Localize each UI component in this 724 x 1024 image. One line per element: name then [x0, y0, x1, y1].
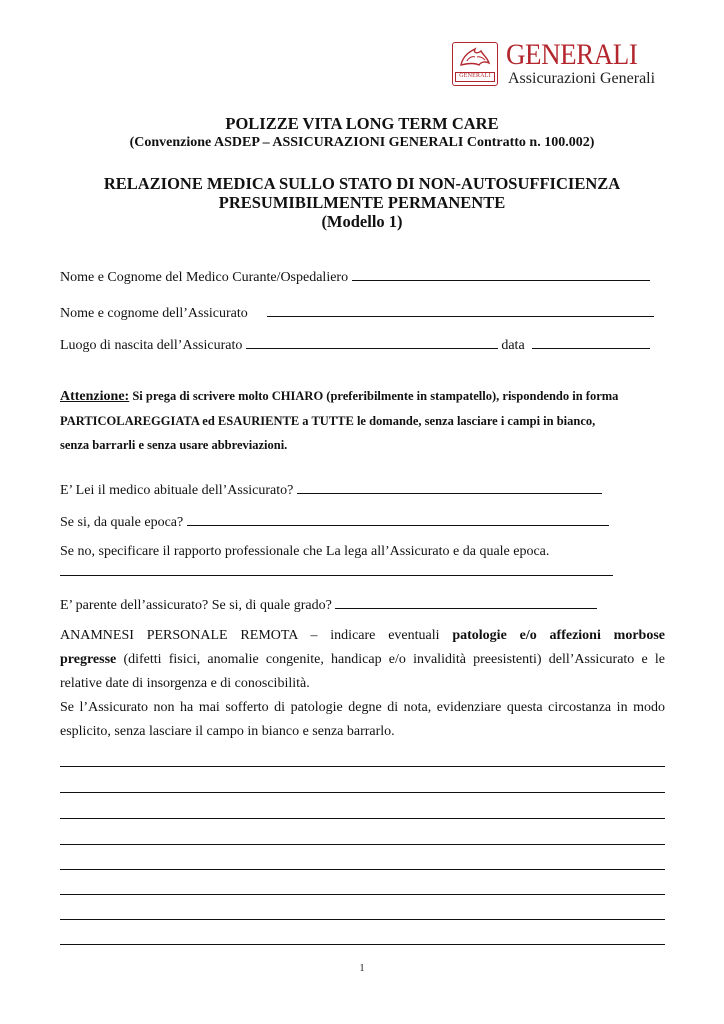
- doctor-name-row: [60, 266, 650, 286]
- anamnesis-line-2: [60, 648, 665, 672]
- anamnesis-lead: ANAMNESI PERSONALE REMOTA – indicare eventuali: [60, 628, 440, 643]
- attention-label: Attenzione:: [60, 389, 130, 404]
- birthplace-field[interactable]: [246, 334, 498, 349]
- question-2: Se si, da quale epoca?: [60, 515, 184, 530]
- answer-line[interactable]: [60, 818, 665, 819]
- answer-line[interactable]: [60, 766, 665, 767]
- birthplace-label: Luogo di nascita dell’Assicurato: [60, 338, 243, 353]
- attention-text-2: PARTICOLAREGGIATA ed ESAURIENTE a TUTTE le domande, senza lasciare i campi in bianco,: [60, 414, 596, 428]
- doctor-name-label: Nome e Cognome del Medico Curante/Ospedaliero: [60, 270, 349, 285]
- question-1-field[interactable]: [297, 479, 602, 494]
- emblem-label: GENERALI: [455, 72, 495, 82]
- anamnesis-bold-1: patologie e/o affezioni morbose: [452, 628, 665, 643]
- model-label: (Modello 1): [321, 212, 403, 231]
- lion-emblem: [452, 42, 498, 86]
- date-field[interactable]: [532, 334, 650, 349]
- report-title-line-2: PRESUMIBILMENTE PERMANENTE: [218, 193, 506, 212]
- report-title: [0, 174, 724, 231]
- insured-name-field[interactable]: [267, 302, 654, 317]
- answer-line[interactable]: [60, 894, 665, 895]
- document-title: POLIZZE VITA LONG TERM CARE: [225, 114, 499, 133]
- question-4-field[interactable]: [335, 594, 597, 609]
- anamnesis-line-1: [60, 624, 665, 648]
- brand-name: GENERALI: [506, 38, 638, 71]
- anamnesis-rest-2: relative date di insorgenza e di conoscibilità.: [60, 676, 310, 691]
- question-4-row: [60, 594, 597, 614]
- answer-line[interactable]: [60, 919, 665, 920]
- attention-text-1: Si prega di scrivere molto CHIARO (preferibilmente in stampatello), rispondendo in forma: [132, 389, 619, 403]
- question-1-row: [60, 479, 602, 499]
- question-3: Se no, specificare il rapporto professionale che La lega all’Assicurato e da quale epoca.: [60, 544, 550, 559]
- question-2-field[interactable]: [187, 511, 609, 526]
- generali-logo: [452, 38, 662, 90]
- insured-name-label: Nome e cognome dell’Assicurato: [60, 306, 248, 321]
- birthplace-row: [60, 334, 650, 354]
- attention-notice: [60, 384, 665, 457]
- attention-text-3: senza barrarli e senza usare abbreviazioni.: [60, 438, 288, 452]
- answer-line[interactable]: [60, 792, 665, 793]
- question-2-row: [60, 511, 609, 531]
- answer-line[interactable]: [60, 944, 665, 945]
- question-3-field[interactable]: [60, 575, 613, 576]
- winged-lion-icon: [457, 45, 493, 73]
- document-subtitle: (Convenzione ASDEP – ASSICURAZIONI GENERALI Contratto n. 100.002): [129, 135, 595, 150]
- answer-line[interactable]: [60, 844, 665, 845]
- insured-name-row: [60, 302, 654, 322]
- brand-subtitle: Assicurazioni Generali: [508, 70, 656, 87]
- answer-line[interactable]: [60, 869, 665, 870]
- anamnesis-note-2: esplicito, senza lasciare il campo in bianco e senza barrarlo.: [60, 724, 395, 739]
- anamnesis-section: [60, 624, 665, 744]
- report-title-line-1: RELAZIONE MEDICA SULLO STATO DI NON-AUTOSUFFICIENZA: [103, 174, 621, 193]
- anamnesis-bold-2: pregresse: [60, 652, 117, 667]
- anamnesis-note-1: Se l’Assicurato non ha mai sofferto di patologie degne di nota, evidenziare questa circostanza in modo: [60, 700, 665, 715]
- question-1: E’ Lei il medico abituale dell’Assicurato?: [60, 483, 294, 498]
- date-label: data: [501, 338, 525, 353]
- question-4: E’ parente dell’assicurato? Se si, di quale grado?: [60, 598, 332, 613]
- page-number: 1: [359, 963, 365, 974]
- doctor-name-field[interactable]: [352, 266, 650, 281]
- anamnesis-rest-1: (difetti fisici, anomalie congenite, handicap e/o invalidità preesistenti) dell’Assicurato e le: [123, 652, 666, 667]
